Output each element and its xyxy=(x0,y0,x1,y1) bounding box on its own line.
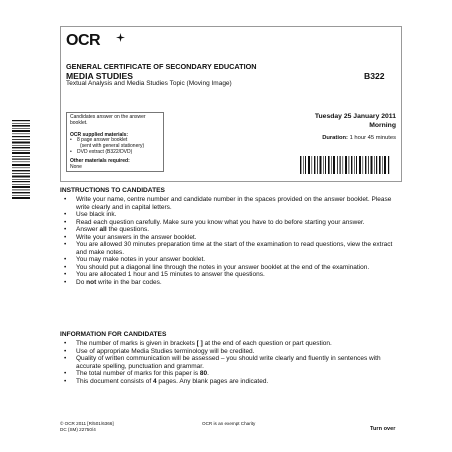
logo-text: OCR xyxy=(66,32,101,49)
paper-code: B322 xyxy=(364,71,385,81)
exam-duration xyxy=(322,135,396,141)
certificate-title: GENERAL CERTIFICATE OF SECONDARY EDUCATION xyxy=(66,62,257,71)
information-heading: INFORMATION FOR CANDIDATES xyxy=(60,331,167,338)
instruction-item: • You may make notes in your answer booklet. xyxy=(62,256,400,264)
ocr-star-icon xyxy=(116,33,125,42)
other-materials-label: Other materials required: xyxy=(70,157,130,164)
subject-title: MEDIA STUDIES xyxy=(66,71,134,81)
instruction-item: • Write your answers in the answer booklet. xyxy=(62,234,400,242)
instruction-item: • You are allocated 1 hour and 15 minutes to answer the questions. xyxy=(62,271,400,279)
instruction-item: • You are allowed 30 minutes preparation time at the start of the examination to read questions, view the extract and make notes. xyxy=(62,241,400,256)
supplied-materials-label: OCR supplied materials: xyxy=(70,131,129,138)
instruction-item: • Write your name, centre number and candidate number in the spaces provided on the answer booklet. Please write clearly and in capital letters. xyxy=(62,196,400,211)
exam-date: Tuesday 25 January 2011 xyxy=(314,113,396,120)
instruction-item: • Do not write in the bar codes. xyxy=(62,279,400,287)
ocr-logo xyxy=(66,31,126,51)
supplied-item: • DVD extract (B322/DVD) xyxy=(70,150,160,156)
paper-subtitle: Textual Analysis and Media Studies Topic (Moving Image) xyxy=(66,80,232,87)
supplied-item: • 8 page answer booklet xyxy=(70,138,160,144)
duration-value: 1 hour 45 minutes xyxy=(349,135,396,141)
instructions-list xyxy=(62,196,400,286)
information-item: • The total number of marks for this paper is 80. xyxy=(62,370,400,378)
turn-over-text: Turn over xyxy=(370,426,396,432)
duration-label: Duration: xyxy=(322,135,348,141)
supplied-materials-list xyxy=(70,138,160,155)
information-item: • This document consists of 4 pages. Any blank pages are indicated. xyxy=(62,378,400,386)
charity-note: OCR is an exempt Charity xyxy=(202,421,256,426)
instruction-item: • You should put a diagonal line through the notes in your answer booklet at the end of the examination. xyxy=(62,264,400,272)
information-item: • Use of appropriate Media Studies terminology will be credited. xyxy=(62,348,400,356)
information-item: • The number of marks is given in brackets [ ] at the end of each question or part question. xyxy=(62,340,400,348)
document-code: DC (SM) 22750/4 xyxy=(60,426,96,432)
barcode-vertical xyxy=(12,120,30,200)
instruction-item: • Answer all the questions. xyxy=(62,226,400,234)
information-item: • Quality of written communication will be assessed – you should write clearly and fluently in sentences with accurate spelling, punctuation and grammar. xyxy=(62,355,400,370)
footer-codes xyxy=(60,421,114,432)
information-list xyxy=(62,340,400,385)
copyright-text: © OCR 2011 [R/501/6366] xyxy=(60,421,114,426)
barcode-horizontal xyxy=(300,156,390,174)
instruction-item: • Use black ink. xyxy=(62,211,400,219)
exam-session: Morning xyxy=(369,122,396,129)
instruction-item: • Read each question carefully. Make sure you know what you have to do before starting your answer. xyxy=(62,219,400,227)
materials-box xyxy=(66,112,164,172)
answer-note: Candidates answer on the answer booklet. xyxy=(70,114,146,126)
instructions-heading: INSTRUCTIONS TO CANDIDATES xyxy=(60,187,165,194)
other-materials-value: None xyxy=(70,163,82,170)
supplied-item-note: (sent with general stationery) xyxy=(80,143,145,150)
